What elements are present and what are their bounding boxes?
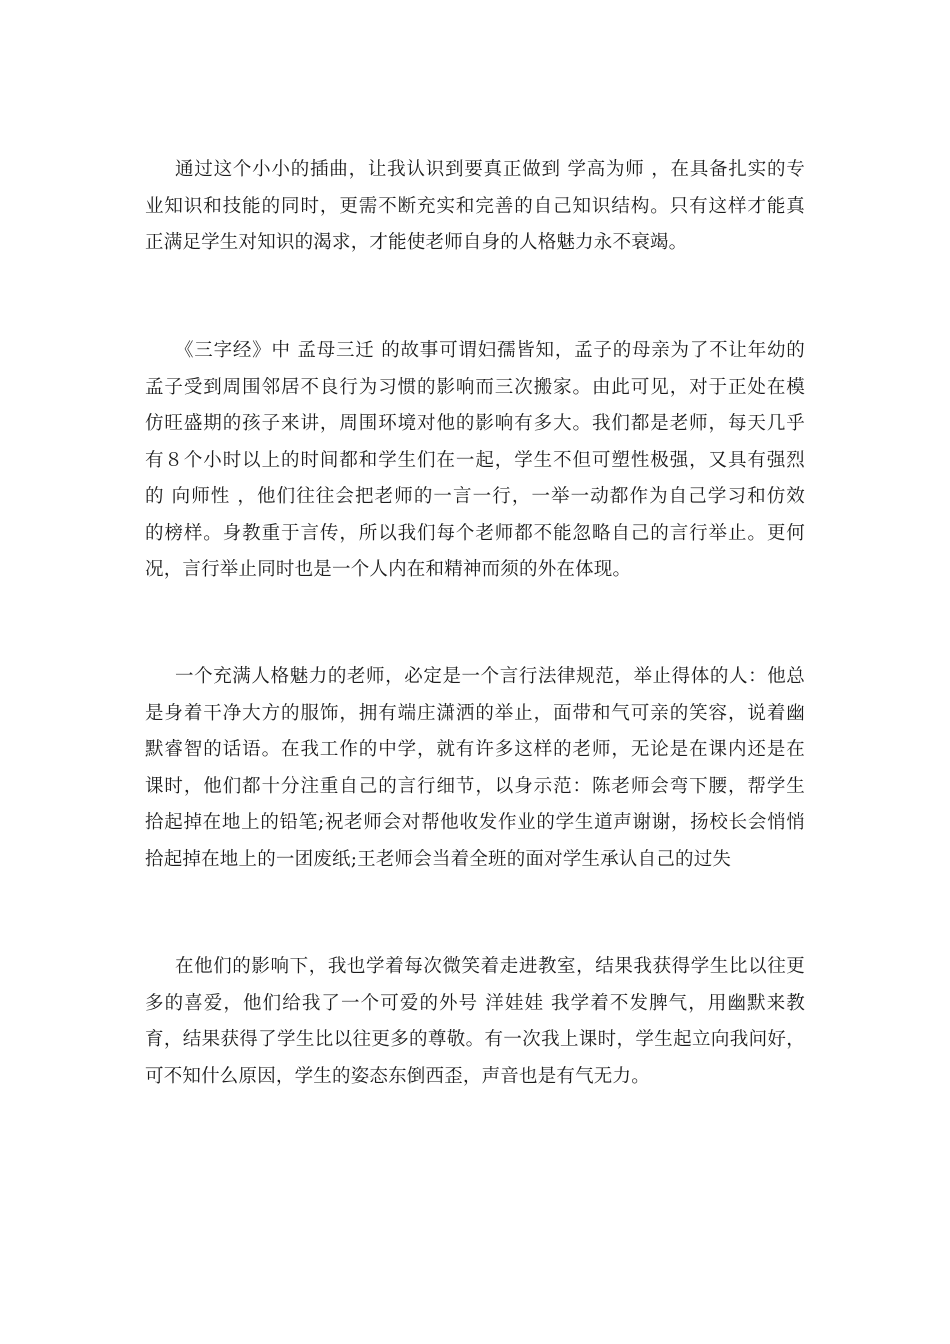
paragraph-line: 孟子受到周围邻居不良行为习惯的影响而三次搬家。由此可见，对于正处在模 [145, 376, 805, 398]
paragraph-2 [145, 333, 805, 589]
paragraph-line: 况，言行举止同时也是一个人内在和精神而须的外在体现。 [145, 559, 632, 580]
paragraph-line: 业知识和技能的同时，更需不断充实和完善的自己知识结构。只有这样才能真 [145, 195, 805, 217]
paragraph-line: 有８个小时以上的时间都和学生们在一起，学生不但可塑性极强，又具有强烈 [145, 449, 805, 471]
paragraph-line: 课时，他们都十分注重自己的言行细节，以身示范：陈老师会弯下腰，帮学生 [145, 775, 805, 797]
paragraph-line: 通过这个小小的插曲，让我认识到要真正做到 学高为师 ，在具备扎实的专 [175, 159, 805, 180]
paragraph-line: 的榜样。身教重于言传，所以我们每个老师都不能忽略自己的言行举止。更何 [145, 522, 805, 544]
paragraph-line: 一个充满人格魅力的老师，必定是一个言行法律规范，举止得体的人：他总 [175, 666, 805, 687]
paragraph-line: 育，结果获得了学生比以往更多的尊敬。有一次我上课时，学生起立向我问好， [145, 1029, 805, 1050]
paragraph-line: 默睿智的话语。在我工作的中学，就有许多这样的老师，无论是在课内还是在 [145, 739, 805, 760]
paragraph-line: 的 向师性 ，他们往往会把老师的一言一行，一举一动都作为自己学习和仿效 [145, 486, 805, 507]
paragraph-line: 是身着干净大方的服饰，拥有端庄潇洒的举止，面带和气可亲的笑容，说着幽 [145, 702, 805, 724]
paragraph-line: 在他们的影响下，我也学着每次微笑着走进教室，结果我获得学生比以往更 [175, 956, 805, 977]
paragraph-4 [145, 949, 805, 1095]
paragraph-line: 拾起掉在地上的一团废纸;王老师会当着全班的面对学生承认自己的过失 [145, 848, 732, 870]
paragraph-line: 可不知什么原因，学生的姿态东倒西歪，声音也是有气无力。 [145, 1065, 650, 1087]
paragraph-line: 正满足学生对知识的渴求，才能使老师自身的人格魅力永不衰竭。 [145, 232, 688, 253]
paragraph-line: 拾起掉在地上的铅笔;祝老师会对帮他收发作业的学生道声谢谢，扬校长会悄悄 [145, 812, 805, 833]
paragraph-3 [145, 659, 805, 878]
paragraph-line: 多的喜爱，他们给我了一个可爱的外号 洋娃娃 我学着不发脾气，用幽默来教 [145, 992, 805, 1014]
paragraph-line: 《三字经》中 孟母三迁 的故事可谓妇孺皆知，孟子的母亲为了不让年幼的 [175, 340, 805, 361]
paragraph-1 [145, 152, 805, 262]
paragraph-line: 仿旺盛期的孩子来讲，周围环境对他的影响有多大。我们都是老师，每天几乎 [145, 413, 805, 434]
